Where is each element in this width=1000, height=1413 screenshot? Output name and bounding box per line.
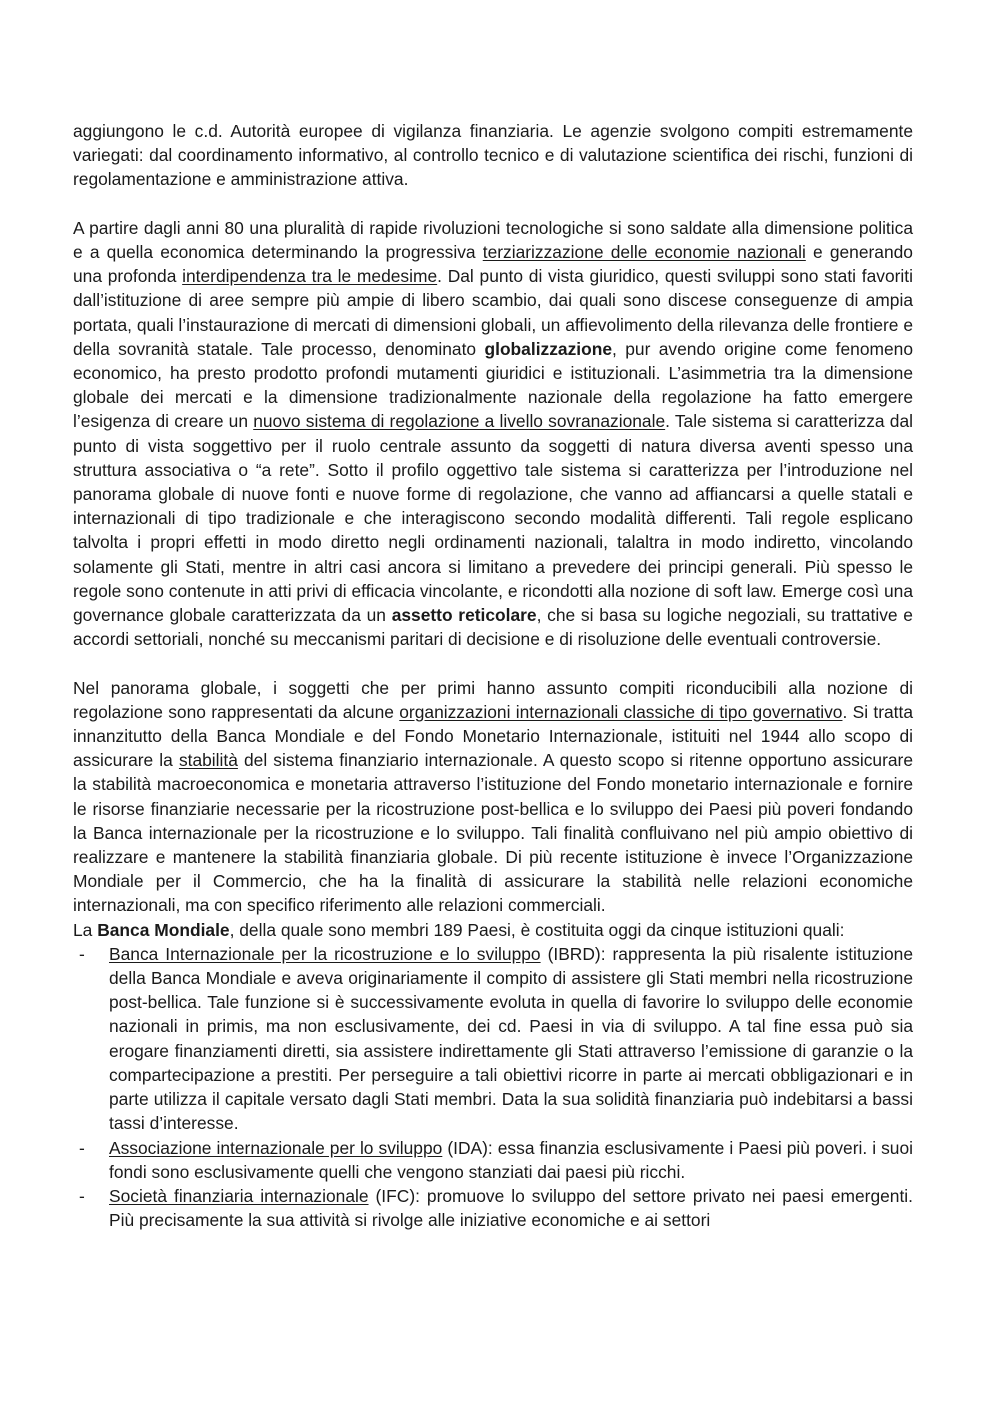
list-item-text: (IBRD): rappresenta la più risalente istituzione della Banca Mondiale e aveva originariamente il compito di assistere gli Stati membri nella ricostruzione post-bellica. Tale funzione si è successivamente evoluta in quella di favorire lo sviluppo delle economie nazionali in primis, ma non esclusivamente, dei cd. Paesi in via di sviluppo. A tal fine essa può sia erogare finanziamenti diretti, sia assistere indirettamente gli Stati attraverso l’emissione di garanzie o la compartecipazione a prestiti. Per perseguire a tali obiettivi ricorre in parte ai mercati obbligazionari e in parte utilizza il capitale versato dagli Stati membri. Data la sua solidità finanziaria può indebitarsi a bassi tassi d’interesse.	[109, 943, 913, 1134]
underlined-phrase: organizzazioni internazionali classiche di tipo governativo	[399, 701, 843, 722]
institutions-list	[73, 942, 913, 1232]
underlined-phrase: interdipendenza tra le medesime	[182, 266, 438, 287]
list-item-ibrd	[73, 942, 913, 1136]
bold-term: assetto reticolare	[391, 605, 537, 626]
underlined-phrase: nuovo sistema di regolazione a livello sovranazionale	[253, 411, 666, 432]
paragraph-text: La	[73, 919, 98, 940]
paragraph-text: del sistema finanziario internazionale. A questo scopo si ritenne opportuno assicurare la stabilità macroeconomica e monetaria attraverso l’istituzione del Fondo monetario internazionale e fornire le risorse finanziarie necessarie per la ricostruzione post-bellica e lo sviluppo dei Paesi più poveri fondando la Banca internazionale per la ricostruzione e lo sviluppo. Tali finalità confluivano nel più ampio obiettivo di realizzare e mantenere la stabilità finanziaria globale. Di più recente istituzione è invece l’Organizzazione Mondiale per il Commercio, che ha la finalità di assicurare la stabilità nelle relazioni economiche internazionali, ma con specifico riferimento alle relazioni commerciali.	[73, 750, 913, 916]
paragraph-text: , pur avendo origine come fenomeno economico, ha presto prodotto profondi mutamenti giuridici e istituzionali. L’asimmetria tra la dimensione globale dei mercati e la dimensione tradizionalmente nazionale della regolazione ha fatto emergere l’esigenza di creare un	[73, 338, 913, 432]
paragraph-text: aggiungono le c.d. Autorità europee di vigilanza finanziaria. Le agenzie svolgono compiti estremamente variegati: dal coordinamento informativo, al controllo tecnico e di valutazione scientifica dei rischi, funzioni di regolamentazione e amministrazione attiva.	[73, 121, 913, 190]
paragraph-text: . Si tratta innanzitutto della Banca Mondiale e del Fondo Monetario Internazionale, istituiti nel 1944 allo scopo di assicurare la	[73, 701, 914, 771]
paragraph-world-bank-intro	[73, 918, 913, 942]
paragraph-international-organizations	[73, 676, 913, 918]
list-item-ifc	[73, 1184, 913, 1232]
dash-bullet: -	[79, 1185, 85, 1206]
paragraph-text: . Tale sistema si caratterizza dal punto di vista soggettivo per il ruolo centrale assunto da soggetti di natura diversa aventi spesso una struttura associativa o “a rete”. Sotto il profilo oggettivo tale sistema si caratterizza per l’introduzione nel panorama globale di nuove fonti e nuove forme di regolazione, che vanno ad affiancarsi a quelle statali e internazionali di tipo tradizionale e che interagiscono secondo modalità differenti. Tali regole esplicano talvolta i propri effetti in modo diretto negli ordinamenti nazionali, talaltra in modo indiretto, vincolando solamente gli Stati, mentre in altri casi ancora si limitano a prevedere dei principi generali. Più spesso le regole sono contenute in atti privi di efficacia vincolante, e ricondotti alla nozione di soft law. Emerge così una governance globale caratterizzata da un	[73, 411, 913, 626]
bold-term: globalizzazione	[484, 338, 613, 359]
list-item-ida	[73, 1136, 913, 1184]
list-item-text: (IFC): promuove lo sviluppo del settore privato nei paesi emergenti. Più precisamente la sua attività si rivolge alle iniziative economiche e ai settori	[109, 1185, 913, 1231]
document-page	[73, 119, 913, 1232]
underlined-phrase: stabilità	[178, 750, 238, 771]
paragraph-text: Nel panorama globale, i soggetti che per primi hanno assunto compiti riconducibili alla nozione di regolazione sono rappresentati da alcune	[73, 677, 913, 722]
paragraph-text: , della quale sono membri 189 Paesi, è costituita oggi da cinque istituzioni quali:	[229, 919, 845, 940]
paragraph-text: , che si basa su logiche negoziali, su trattative e accordi settoriali, nonché su meccanismi paritari di decisione e di risoluzione delle eventuali controversie.	[73, 605, 913, 650]
paragraph-globalization	[73, 216, 913, 652]
list-item-text: (IDA): essa finanzia esclusivamente i Paesi più poveri. i suoi fondi sono esclusivamente quelli che vengono stanziati dai paesi più ricchi.	[109, 1137, 913, 1182]
underlined-phrase: terziarizzazione delle economie nazionali	[482, 242, 806, 262]
institution-name: Associazione internazionale per lo sviluppo	[109, 1137, 443, 1158]
institution-name: Società finanziaria internazionale	[109, 1185, 369, 1206]
paragraph-text: e generando una profonda	[73, 242, 913, 287]
paragraph-text: . Dal punto di vista giuridico, questi sviluppi sono stati favoriti dall’istituzione di aree sempre più ampie di libero scambio, dai quali sono discese conseguenze di ampia portata, quali l’instaurazione di mercati di dimensioni globali, un affievolimento della rilevanza delle frontiere e della sovranità statale. Tale processo, denominato	[73, 266, 913, 359]
institution-name: Banca Internazionale per la ricostruzione e lo sviluppo	[109, 943, 541, 964]
dash-bullet: -	[79, 943, 85, 964]
paragraph-text: A partire dagli anni 80 una pluralità di rapide rivoluzioni tecnologiche si sono saldate alla dimensione politica e a quella economica determinando la progressiva	[73, 217, 913, 262]
paragraph-agencies	[73, 119, 913, 192]
bold-term: Banca Mondiale	[97, 919, 230, 940]
dash-bullet: -	[79, 1137, 85, 1158]
